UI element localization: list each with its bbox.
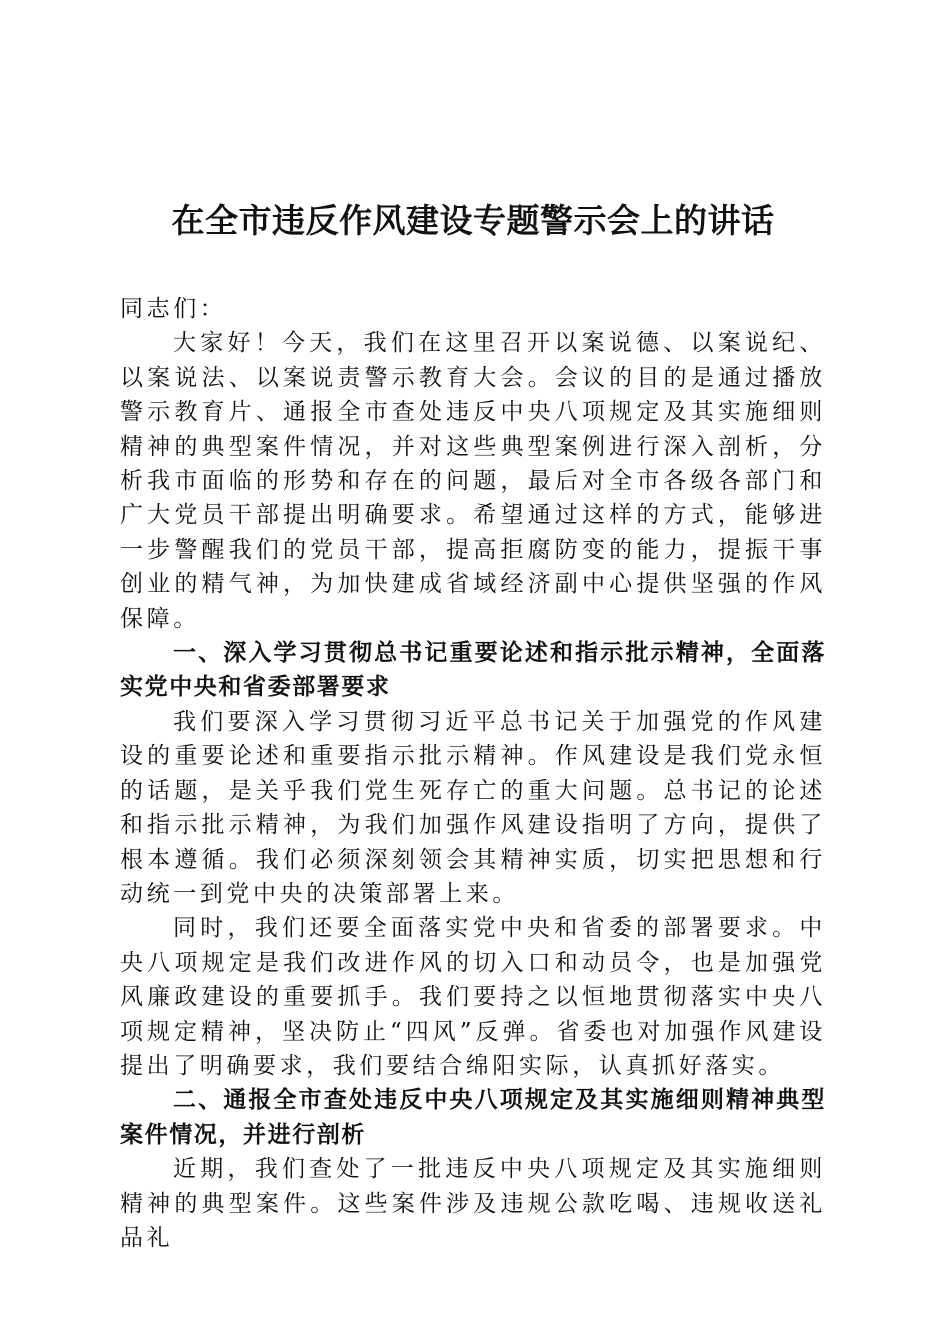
document-body bbox=[120, 292, 826, 1255]
paragraph-section1-study: 我们要深入学习贯彻习近平总书记关于加强党的作风建设的重要论述和重要指示批示精神。作风建设是我们党永恒的话题，是关乎我们党生死存亡的重大问题。总书记的论述和指示批示精神，为我们加强作风建设指明了方向，提供了根本遵循。我们必须深刻领会其精神实质，切实把思想和行动统一到党中央的决策部署上来。 bbox=[120, 708, 826, 907]
paragraph-section2-cases: 近期，我们查处了一批违反中央八项规定及其实施细则精神的典型案件。这些案件涉及违规公款吃喝、违规收送礼品礼 bbox=[120, 1156, 826, 1251]
document-title: 在全市违反作风建设专题警示会上的讲话 bbox=[171, 201, 775, 240]
section-heading-2: 二、通报全市查处违反中央八项规定及其实施细则精神典型案件情况，并进行剖析 bbox=[120, 1087, 826, 1148]
paragraph-section1-implement: 同时，我们还要全面落实党中央和省委的部署要求。中央八项规定是我们改进作风的切入口和动员令，也是加强党风廉政建设的重要抓手。我们要持之以恒地贯彻落实中央八项规定精神，坚决防止“四风”反弹。省委也对加强作风建设提出了明确要求，我们要结合绵阳实际，认真抓好落实。 bbox=[120, 915, 826, 1079]
section-heading-1: 一、深入学习贯彻总书记重要论述和指示批示精神，全面落实党中央和省委部署要求 bbox=[120, 640, 826, 701]
salutation: 同志们： bbox=[120, 296, 227, 322]
paragraph-intro: 大家好！今天，我们在这里召开以案说德、以案说纪、以案说法、以案说责警示教育大会。会议的目的是通过播放警示教育片、通报全市查处违反中央八项规定及其实施细则精神的典型案件情况，并对这些典型案例进行深入剖析，分析我市面临的形势和存在的问题，最后对全市各级各部门和广大党员干部提出明确要求。希望通过这样的方式，能够进一步警醒我们的党员干部，提高拒腐防变的能力，提振干事创业的精气神，为加快建成省域经济副中心提供坚强的作风保障。 bbox=[120, 330, 826, 632]
